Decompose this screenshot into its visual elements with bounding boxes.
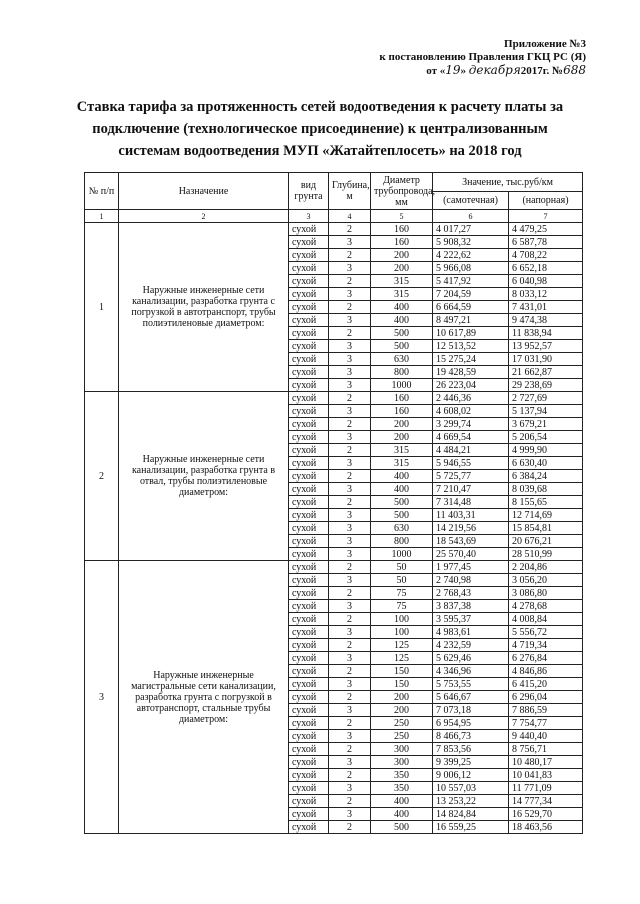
cell-soil: сухой: [289, 392, 329, 405]
cell-soil: сухой: [289, 821, 329, 834]
cell-pressure: 6 630,40: [509, 457, 583, 470]
cell-pressure: 4 999,90: [509, 444, 583, 457]
cell-gravity: 18 543,69: [433, 535, 509, 548]
cell-soil: сухой: [289, 782, 329, 795]
cell-pressure: 7 886,59: [509, 704, 583, 717]
cell-pressure: 12 714,69: [509, 509, 583, 522]
cell-depth: 3: [329, 808, 371, 821]
cell-pressure: 8 039,68: [509, 483, 583, 496]
column-index-row: [85, 210, 583, 223]
col-index: 4: [329, 210, 371, 223]
cell-pressure: 20 676,21: [509, 535, 583, 548]
cell-gravity: 3 595,37: [433, 613, 509, 626]
header-name: Назначение: [119, 173, 289, 210]
cell-depth: 3: [329, 704, 371, 717]
cell-gravity: 4 608,02: [433, 405, 509, 418]
cell-diameter: 400: [371, 795, 433, 808]
header-depth: Глубина, м: [329, 173, 371, 210]
cell-soil: сухой: [289, 249, 329, 262]
cell-pressure: 14 777,34: [509, 795, 583, 808]
cell-pressure: 3 056,20: [509, 574, 583, 587]
cell-soil: сухой: [289, 223, 329, 236]
cell-diameter: 400: [371, 483, 433, 496]
col-index: 5: [371, 210, 433, 223]
cell-depth: 2: [329, 743, 371, 756]
tariff-table: [84, 172, 583, 834]
cell-diameter: 75: [371, 600, 433, 613]
cell-soil: сухой: [289, 366, 329, 379]
cell-pressure: 6 040,98: [509, 275, 583, 288]
cell-pressure: 6 384,24: [509, 470, 583, 483]
appendix-header: [379, 38, 586, 78]
cell-pressure: 9 474,38: [509, 314, 583, 327]
decree-line: к постановлению Правления ГКЦ РС (Я): [379, 51, 586, 63]
cell-gravity: 8 497,21: [433, 314, 509, 327]
cell-diameter: 250: [371, 717, 433, 730]
cell-diameter: 400: [371, 314, 433, 327]
cell-gravity: 3 837,38: [433, 600, 509, 613]
cell-pressure: 29 238,69: [509, 379, 583, 392]
cell-pressure: 7 754,77: [509, 717, 583, 730]
cell-pressure: 4 278,68: [509, 600, 583, 613]
date-mid: »: [460, 65, 469, 77]
cell-pressure: 8 033,12: [509, 288, 583, 301]
cell-gravity: 5 908,32: [433, 236, 509, 249]
cell-soil: сухой: [289, 379, 329, 392]
cell-pressure: 4 008,84: [509, 613, 583, 626]
cell-gravity: 5 753,55: [433, 678, 509, 691]
cell-gravity: 4 232,59: [433, 639, 509, 652]
cell-depth: 3: [329, 522, 371, 535]
cell-diameter: 300: [371, 756, 433, 769]
cell-depth: 3: [329, 379, 371, 392]
cell-pressure: 11 771,09: [509, 782, 583, 795]
cell-gravity: 9 399,25: [433, 756, 509, 769]
cell-soil: сухой: [289, 665, 329, 678]
cell-soil: сухой: [289, 613, 329, 626]
cell-diameter: 125: [371, 652, 433, 665]
cell-pressure: 11 838,94: [509, 327, 583, 340]
cell-gravity: 14 219,56: [433, 522, 509, 535]
cell-depth: 3: [329, 548, 371, 561]
cell-gravity: 4 346,96: [433, 665, 509, 678]
cell-depth: 2: [329, 249, 371, 262]
cell-pressure: 16 529,70: [509, 808, 583, 821]
cell-gravity: 15 275,24: [433, 353, 509, 366]
cell-soil: сухой: [289, 509, 329, 522]
cell-gravity: 26 223,04: [433, 379, 509, 392]
cell-depth: 2: [329, 275, 371, 288]
group-description: Наружные инженерные сети канализации, разработка грунта в отвал, трубы полиэтиленовые диаметром:: [119, 392, 289, 561]
cell-diameter: 350: [371, 782, 433, 795]
cell-pressure: 4 479,25: [509, 223, 583, 236]
date-day: 19: [445, 63, 461, 77]
cell-depth: 3: [329, 457, 371, 470]
date-month: декабря: [468, 63, 521, 77]
cell-soil: сухой: [289, 561, 329, 574]
cell-gravity: 12 513,52: [433, 340, 509, 353]
cell-soil: сухой: [289, 418, 329, 431]
cell-soil: сухой: [289, 431, 329, 444]
cell-depth: 2: [329, 418, 371, 431]
tariff-body: [85, 223, 583, 834]
cell-diameter: 160: [371, 223, 433, 236]
cell-gravity: 16 559,25: [433, 821, 509, 834]
cell-soil: сухой: [289, 691, 329, 704]
table-row: [85, 392, 583, 405]
cell-gravity: 7 853,56: [433, 743, 509, 756]
cell-depth: 3: [329, 652, 371, 665]
cell-depth: 3: [329, 535, 371, 548]
cell-depth: 2: [329, 613, 371, 626]
cell-depth: 2: [329, 795, 371, 808]
cell-pressure: 10 480,17: [509, 756, 583, 769]
cell-gravity: 7 210,47: [433, 483, 509, 496]
cell-depth: 2: [329, 587, 371, 600]
cell-pressure: 18 463,56: [509, 821, 583, 834]
cell-depth: 2: [329, 327, 371, 340]
cell-pressure: 10 041,83: [509, 769, 583, 782]
cell-diameter: 160: [371, 236, 433, 249]
cell-pressure: 28 510,99: [509, 548, 583, 561]
cell-soil: сухой: [289, 288, 329, 301]
cell-gravity: 7 314,48: [433, 496, 509, 509]
cell-gravity: 3 299,74: [433, 418, 509, 431]
cell-depth: 3: [329, 483, 371, 496]
cell-pressure: 8 155,65: [509, 496, 583, 509]
col-index: 3: [289, 210, 329, 223]
cell-diameter: 150: [371, 665, 433, 678]
cell-gravity: 5 966,08: [433, 262, 509, 275]
cell-soil: сухой: [289, 743, 329, 756]
cell-gravity: 5 725,77: [433, 470, 509, 483]
cell-pressure: 4 846,86: [509, 665, 583, 678]
cell-gravity: 9 006,12: [433, 769, 509, 782]
cell-pressure: 2 727,69: [509, 392, 583, 405]
cell-diameter: 160: [371, 392, 433, 405]
cell-diameter: 125: [371, 639, 433, 652]
cell-soil: сухой: [289, 587, 329, 600]
header-diameter: Диаметр трубопровода, мм: [371, 173, 433, 210]
cell-gravity: 10 557,03: [433, 782, 509, 795]
cell-pressure: 9 440,40: [509, 730, 583, 743]
col-index: 6: [433, 210, 509, 223]
cell-soil: сухой: [289, 405, 329, 418]
cell-soil: сухой: [289, 639, 329, 652]
cell-pressure: 5 137,94: [509, 405, 583, 418]
cell-diameter: 500: [371, 340, 433, 353]
cell-pressure: 8 756,71: [509, 743, 583, 756]
cell-diameter: 630: [371, 522, 433, 535]
cell-gravity: 13 253,22: [433, 795, 509, 808]
cell-diameter: 400: [371, 470, 433, 483]
cell-diameter: 160: [371, 405, 433, 418]
cell-soil: сухой: [289, 496, 329, 509]
cell-diameter: 50: [371, 561, 433, 574]
group-description: Наружные инженерные сети канализации, разработка грунта с погрузкой в автотранспорт, трубы полиэтиленовые диаметром:: [119, 223, 289, 392]
document-title: Ставка тарифа за протяженность сетей водоотведения к расчету платы за подключение (технологическое присоединение) к централизованным системам водоотведения МУП «Жатайтеплосеть» на 2018 год: [76, 99, 564, 159]
cell-soil: сухой: [289, 444, 329, 457]
cell-pressure: 15 854,81: [509, 522, 583, 535]
cell-soil: сухой: [289, 678, 329, 691]
cell-diameter: 1000: [371, 548, 433, 561]
cell-pressure: 13 952,57: [509, 340, 583, 353]
table-row: [85, 223, 583, 236]
table-header-row: [85, 173, 583, 192]
cell-soil: сухой: [289, 730, 329, 743]
cell-depth: 3: [329, 314, 371, 327]
cell-depth: 3: [329, 236, 371, 249]
cell-soil: сухой: [289, 808, 329, 821]
cell-diameter: 400: [371, 808, 433, 821]
cell-pressure: 6 652,18: [509, 262, 583, 275]
cell-diameter: 50: [371, 574, 433, 587]
cell-gravity: 5 646,67: [433, 691, 509, 704]
cell-soil: сухой: [289, 340, 329, 353]
cell-depth: 2: [329, 444, 371, 457]
cell-pressure: 3 086,80: [509, 587, 583, 600]
cell-pressure: 3 679,21: [509, 418, 583, 431]
cell-depth: 3: [329, 288, 371, 301]
cell-diameter: 315: [371, 457, 433, 470]
cell-depth: 3: [329, 431, 371, 444]
cell-pressure: 6 415,20: [509, 678, 583, 691]
cell-soil: сухой: [289, 314, 329, 327]
cell-gravity: 4 017,27: [433, 223, 509, 236]
cell-depth: 3: [329, 405, 371, 418]
date-prefix: от «: [426, 65, 446, 77]
cell-gravity: 2 768,43: [433, 587, 509, 600]
cell-diameter: 630: [371, 353, 433, 366]
cell-pressure: 7 431,01: [509, 301, 583, 314]
date-year: 2017г. №: [520, 65, 564, 77]
cell-diameter: 300: [371, 743, 433, 756]
cell-diameter: 200: [371, 418, 433, 431]
cell-soil: сухой: [289, 717, 329, 730]
cell-soil: сухой: [289, 626, 329, 639]
cell-diameter: 200: [371, 262, 433, 275]
cell-depth: 3: [329, 756, 371, 769]
cell-soil: сухой: [289, 262, 329, 275]
cell-depth: 3: [329, 782, 371, 795]
cell-gravity: 6 954,95: [433, 717, 509, 730]
cell-soil: сухой: [289, 548, 329, 561]
cell-depth: 3: [329, 366, 371, 379]
cell-diameter: 150: [371, 678, 433, 691]
cell-depth: 3: [329, 340, 371, 353]
header-gravity: (самотечная): [433, 192, 509, 210]
cell-gravity: 5 417,92: [433, 275, 509, 288]
cell-diameter: 200: [371, 704, 433, 717]
cell-diameter: 75: [371, 587, 433, 600]
cell-gravity: 7 204,59: [433, 288, 509, 301]
col-index: 7: [509, 210, 583, 223]
cell-diameter: 500: [371, 821, 433, 834]
group-number: 2: [85, 392, 119, 561]
cell-pressure: 5 206,54: [509, 431, 583, 444]
cell-depth: 2: [329, 639, 371, 652]
cell-pressure: 4 708,22: [509, 249, 583, 262]
cell-depth: 2: [329, 496, 371, 509]
cell-gravity: 5 629,46: [433, 652, 509, 665]
cell-pressure: 21 662,87: [509, 366, 583, 379]
cell-depth: 3: [329, 509, 371, 522]
date-number: 688: [563, 63, 586, 77]
cell-gravity: 6 664,59: [433, 301, 509, 314]
cell-soil: сухой: [289, 756, 329, 769]
cell-gravity: 25 570,40: [433, 548, 509, 561]
cell-gravity: 2 740,98: [433, 574, 509, 587]
header-pressure: (напорная): [509, 192, 583, 210]
cell-gravity: 4 484,21: [433, 444, 509, 457]
cell-soil: сухой: [289, 535, 329, 548]
cell-gravity: 7 073,18: [433, 704, 509, 717]
cell-depth: 3: [329, 600, 371, 613]
cell-diameter: 100: [371, 626, 433, 639]
cell-gravity: 2 446,36: [433, 392, 509, 405]
cell-gravity: 4 669,54: [433, 431, 509, 444]
cell-diameter: 315: [371, 275, 433, 288]
cell-depth: 3: [329, 678, 371, 691]
header-soil: вид грунта: [289, 173, 329, 210]
cell-diameter: 350: [371, 769, 433, 782]
cell-pressure: 6 276,84: [509, 652, 583, 665]
cell-diameter: 800: [371, 535, 433, 548]
cell-depth: 2: [329, 769, 371, 782]
cell-pressure: 5 556,72: [509, 626, 583, 639]
cell-depth: 2: [329, 821, 371, 834]
cell-diameter: 500: [371, 496, 433, 509]
cell-depth: 2: [329, 561, 371, 574]
decree-date: [379, 64, 586, 78]
cell-gravity: 4 983,61: [433, 626, 509, 639]
cell-diameter: 400: [371, 301, 433, 314]
cell-soil: сухой: [289, 769, 329, 782]
cell-soil: сухой: [289, 275, 329, 288]
cell-diameter: 200: [371, 691, 433, 704]
cell-soil: сухой: [289, 353, 329, 366]
cell-diameter: 100: [371, 613, 433, 626]
cell-depth: 2: [329, 470, 371, 483]
cell-pressure: 17 031,90: [509, 353, 583, 366]
table-row: [85, 561, 583, 574]
cell-pressure: 6 587,78: [509, 236, 583, 249]
cell-depth: 2: [329, 691, 371, 704]
cell-soil: сухой: [289, 327, 329, 340]
cell-depth: 2: [329, 717, 371, 730]
cell-pressure: 2 204,86: [509, 561, 583, 574]
cell-depth: 3: [329, 730, 371, 743]
cell-diameter: 315: [371, 444, 433, 457]
group-number: 1: [85, 223, 119, 392]
cell-gravity: 5 946,55: [433, 457, 509, 470]
col-index: 2: [119, 210, 289, 223]
cell-pressure: 4 719,34: [509, 639, 583, 652]
cell-soil: сухой: [289, 600, 329, 613]
header-value: Значение, тыс.руб/км: [433, 173, 583, 192]
appendix-title: Приложение №3: [504, 38, 586, 50]
cell-gravity: 8 466,73: [433, 730, 509, 743]
cell-diameter: 800: [371, 366, 433, 379]
group-description: Наружные инженерные магистральные сети канализации, разработка грунта с погрузкой в автотранспорт, стальные трубы диаметром:: [119, 561, 289, 834]
cell-diameter: 250: [371, 730, 433, 743]
cell-soil: сухой: [289, 522, 329, 535]
cell-diameter: 200: [371, 431, 433, 444]
cell-depth: 3: [329, 626, 371, 639]
cell-depth: 3: [329, 262, 371, 275]
cell-gravity: 4 222,62: [433, 249, 509, 262]
col-index: 1: [85, 210, 119, 223]
cell-soil: сухой: [289, 470, 329, 483]
cell-soil: сухой: [289, 652, 329, 665]
cell-diameter: 200: [371, 249, 433, 262]
cell-diameter: 500: [371, 509, 433, 522]
cell-gravity: 10 617,89: [433, 327, 509, 340]
cell-depth: 2: [329, 392, 371, 405]
cell-depth: 3: [329, 574, 371, 587]
cell-diameter: 500: [371, 327, 433, 340]
cell-soil: сухой: [289, 704, 329, 717]
cell-depth: 2: [329, 223, 371, 236]
cell-diameter: 1000: [371, 379, 433, 392]
cell-soil: сухой: [289, 483, 329, 496]
cell-gravity: 19 428,59: [433, 366, 509, 379]
cell-depth: 3: [329, 353, 371, 366]
cell-gravity: 11 403,31: [433, 509, 509, 522]
header-num: № п/п: [85, 173, 119, 210]
cell-soil: сухой: [289, 574, 329, 587]
cell-gravity: 14 824,84: [433, 808, 509, 821]
group-number: 3: [85, 561, 119, 834]
cell-diameter: 315: [371, 288, 433, 301]
cell-soil: сухой: [289, 301, 329, 314]
cell-soil: сухой: [289, 236, 329, 249]
cell-gravity: 1 977,45: [433, 561, 509, 574]
cell-soil: сухой: [289, 795, 329, 808]
cell-soil: сухой: [289, 457, 329, 470]
cell-pressure: 6 296,04: [509, 691, 583, 704]
cell-depth: 2: [329, 665, 371, 678]
cell-depth: 2: [329, 301, 371, 314]
